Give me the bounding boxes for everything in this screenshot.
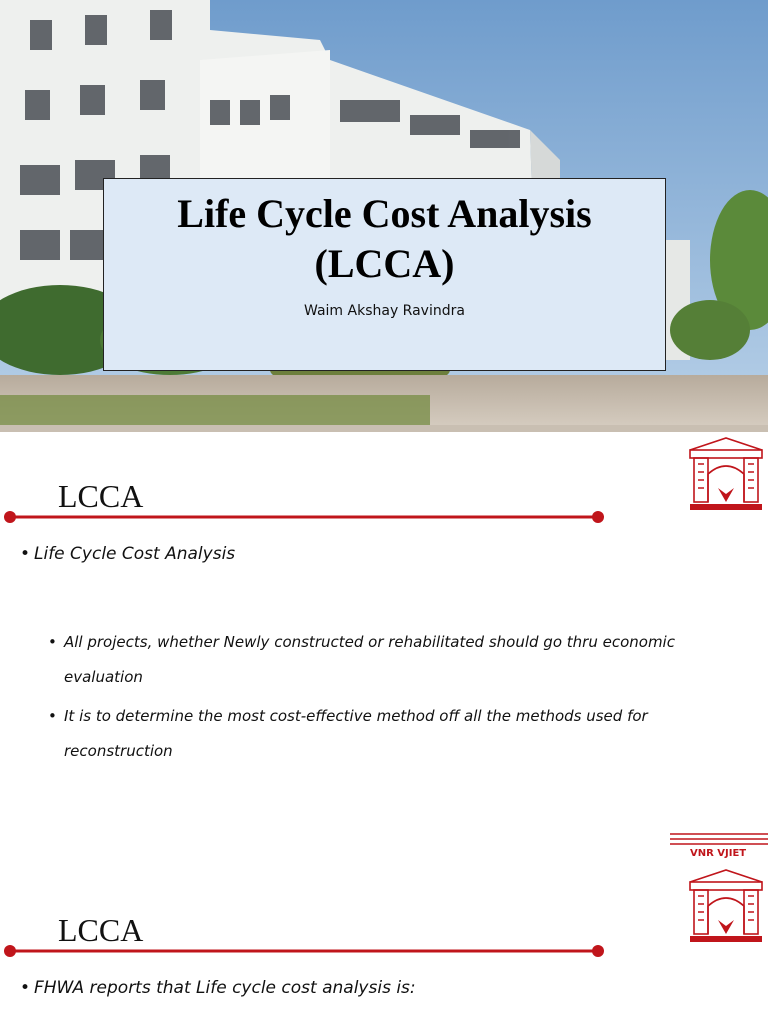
vnr-vjiet-gate-logo-icon (686, 436, 766, 512)
heading-underline (0, 510, 768, 524)
sub-bullet-text: It is to determine the most cost-effective method off all the methods used for reconstruction (64, 707, 648, 760)
title-box (103, 178, 666, 371)
sub-bullet-text: All projects, whether Newly constructed or rehabilitated should go thru economic evaluation (64, 633, 675, 686)
bullet-item (20, 978, 416, 998)
bullet-dot-icon: • (48, 707, 57, 725)
slide-heading: LCCA (58, 478, 144, 514)
bullet-dot-icon: • (20, 544, 31, 564)
title-line-2: (LCCA) (314, 241, 455, 286)
bullet-item (20, 544, 235, 564)
bullet-text: Life Cycle Cost Analysis (34, 544, 236, 564)
heading-underline (0, 944, 768, 958)
title-line-1: Life Cycle Cost Analysis (177, 191, 592, 236)
vnr-vjiet-gate-logo-icon (686, 868, 766, 944)
sub-bullet-item (48, 699, 728, 769)
content-slide-2 (0, 832, 768, 1024)
title-slide (0, 0, 768, 432)
slide-title (104, 189, 665, 289)
content-slide-1 (0, 432, 768, 832)
sub-bullet-item (48, 625, 728, 695)
author-name: Waim Akshay Ravindra (304, 303, 465, 319)
bullet-dot-icon: • (48, 633, 57, 651)
slide-heading: LCCA (58, 912, 144, 948)
brand-label: VNR VJIET (690, 848, 747, 859)
brand-stripes (670, 832, 768, 846)
bullet-dot-icon: • (20, 978, 31, 998)
bullet-text: FHWA reports that Life cycle cost analysis is: (34, 978, 416, 998)
